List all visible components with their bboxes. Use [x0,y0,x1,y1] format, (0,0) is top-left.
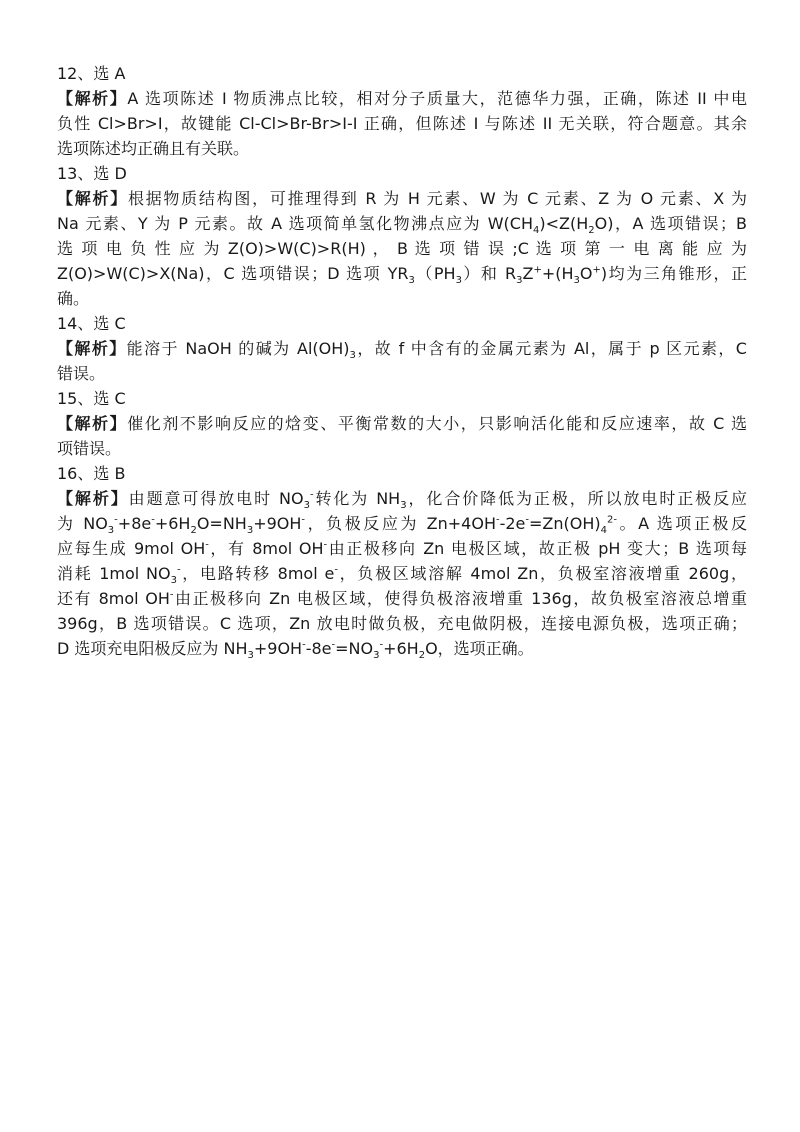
question-title: 16、选 B [57,464,126,483]
question-12 [57,61,747,161]
analysis-line: 应每生成 9mol OH-，有 8mol OH-由正极移向 Zn 电极区域，故正极 pH 变大；B 选项每 [57,539,747,558]
analysis-line: 选项陈述均正确且有关联。 [57,139,250,158]
analysis-line: Na 元素、Y 为 P 元素。故 A 选项简单氢化物沸点应为 $W(CH_4)<Z(H_2O)$，A 选项错误；B [57,214,747,236]
analysis-line: D 选项充电阳极反应为 $NH_3+9OH^--8e^-=NO_3^-+6H_2O$，选项正确。 [57,639,534,661]
question-15 [57,386,747,461]
analysis-line: 【解析】根据物质结构图，可推理得到 R 为 H 元素、W 为 C 元素、Z 为 O 元素、X 为 [57,189,747,208]
analysis-line: 【解析】催化剂不影响反应的焓变、平衡常数的大小，只影响活化能和反应速率，故 C 选 [57,414,747,433]
question-14 [57,311,747,386]
analysis-line: 负性 Cl>Br>I，故键能 Cl-Cl>Br-Br>I-I 正确，但陈述 I 与陈述 II 无关联，符合题意。其余 [57,114,747,133]
analysis-line: 为 $NO_3^-+8e^-+6H_2O=NH_3+9OH^-$，负极反应为 $Zn+4OH^--2e^-=Zn(OH)_4^{2-}$。A 选项正极反 [57,514,747,536]
question-title: 15、选 C [57,389,126,408]
analysis-line: 项错误。 [57,439,122,458]
analysis-line: 错误。 [57,364,106,383]
analysis-line: 还有 8mol OH-由正极移向 Zn 电极区域，使得负极溶液增重 136g，故负极室溶液总增重 [57,589,747,608]
analysis-line: 消耗 1mol $NO_3^-$，电路转移 8mol e-，负极区域溶解 4mol Zn，负极室溶液增重 260g， [57,564,747,586]
analysis-line: Z(O)>W(C)>X(Na)，C 选项错误；D 选项 $YR_3(PH_3)$和 $R_3Z^++(H_3O^+)$均为三角锥形，正 [57,264,747,286]
analysis-line: 【解析】能溶于 NaOH 的碱为 $Al(OH)_3$，故 f 中含有的金属元素为 Al，属于 p 区元素，C [57,339,747,361]
question-title: 12、选 A [57,64,126,83]
analysis-line: 选 项 电 负 性 应 为 Z(O)>W(C)>R(H) ， B 选 项 错 误 ;C 选 项 第 一 电 离 能 应 为 [57,239,747,258]
question-13 [57,161,747,311]
analysis-line: 396g，B 选项错误。C 选项，Zn 放电时做负极，充电做阴极，连接电源负极，选项正确； [57,614,747,633]
question-title: 13、选 D [57,164,127,183]
analysis-line: 【解析】由题意可得放电时 $NO_3^-$转化为 $NH_3$，化合价降低为正极，所以放电时正极反应 [57,489,747,511]
analysis-line: 【解析】A 选项陈述 I 物质沸点比较，相对分子质量大，范德华力强，正确，陈述 II 中电 [57,89,747,108]
analysis-line: 确。 [57,289,90,308]
question-16 [57,461,747,661]
answer-page [57,61,747,661]
question-title: 14、选 C [57,314,126,333]
